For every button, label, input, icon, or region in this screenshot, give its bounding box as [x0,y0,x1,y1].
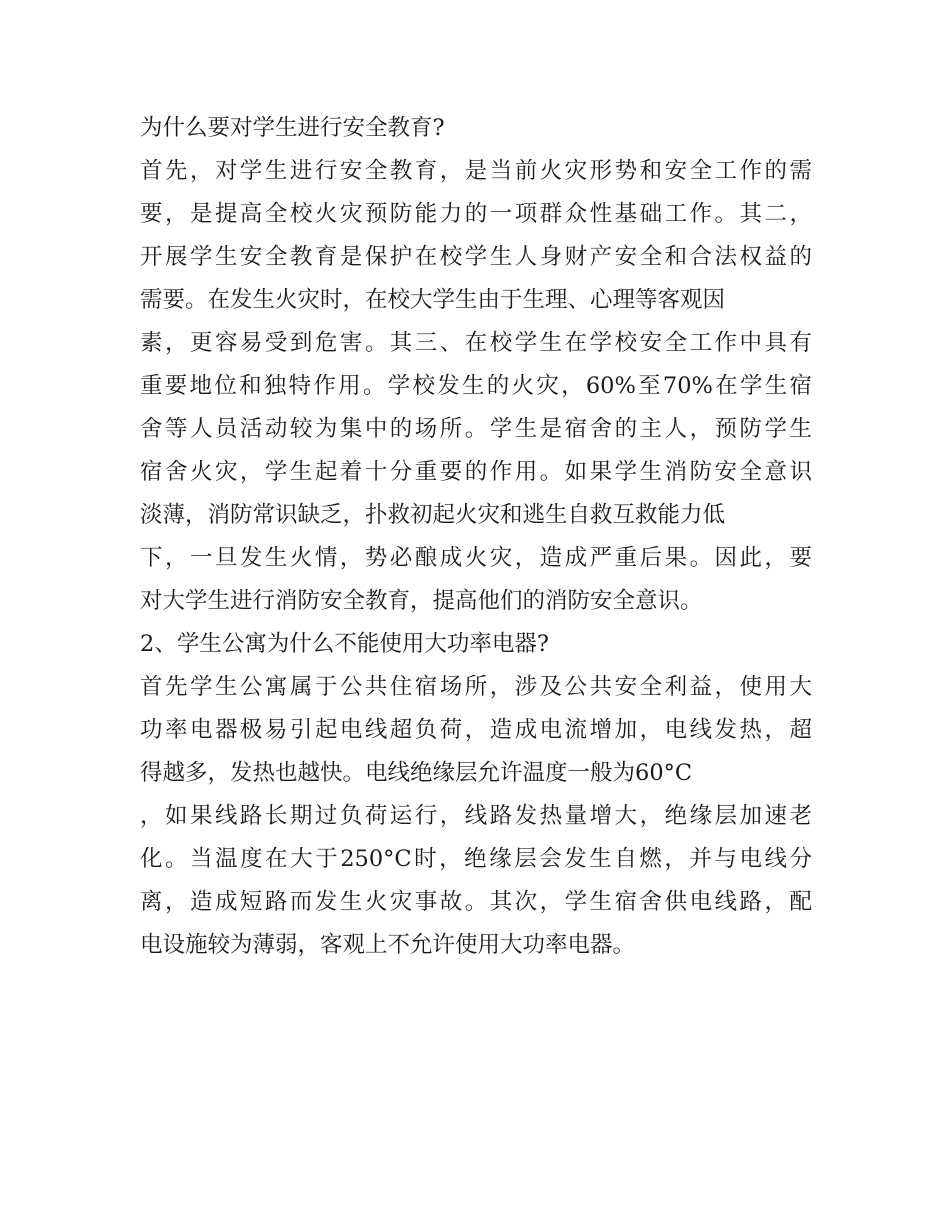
text-line: 首先，对学生进行安全教育，是当前火灾形势和安全工作的需 [140,158,812,184]
text-line: 电设施较为薄弱，客观上不允许使用大功率电器。 [140,932,636,958]
text-line: 2、学生公寓为什么不能使用大功率电器? [140,631,549,657]
document-body [140,107,812,967]
text-line: 得越多，发热也越快。电线绝缘层允许温度一般为60°C [140,760,693,786]
text-line: 素，更容易受到危害。其三、在校学生在学校安全工作中具有 [140,330,812,356]
text-line: 淡薄，消防常识缺乏，扑救初起火灾和逃生自救互救能力低 [140,502,726,528]
text-line: 下，一旦发生火情，势必酿成火灾，造成严重后果。因此，要 [140,545,812,571]
text-line: 宿舍火灾，学生起着十分重要的作用。如果学生消防安全意识 [140,459,812,485]
text-line: 离，造成短路而发生火灾事故。其次，学生宿舍供电线路，配 [140,889,812,915]
text-line: 舍等人员活动较为集中的场所。学生是宿舍的主人，预防学生 [140,416,812,442]
text-line: 开展学生安全教育是保护在校学生人身财产安全和合法权益的 [140,244,812,270]
text-line: 为什么要对学生进行安全教育? [140,115,445,141]
text-line: 对大学生进行消防安全教育，提高他们的消防安全意识。 [140,588,703,614]
text-line: 首先学生公寓属于公共住宿场所，涉及公共安全利益，使用大 [140,674,812,700]
text-line: ，如果线路长期过负荷运行，线路发热量增大，绝缘层加速老 [140,803,812,829]
text-line: 需要。在发生火灾时，在校大学生由于生理、心理等客观因 [140,287,726,313]
text-line: 重要地位和独特作用。学校发生的火灾，60%至70%在学生宿 [140,373,812,399]
text-line: 化。当温度在大于250°C时，绝缘层会发生自燃，并与电线分 [140,846,812,872]
text-line: 功率电器极易引起电线超负荷，造成电流增加，电线发热，超 [140,717,812,743]
text-line: 要，是提高全校火灾预防能力的一项群众性基础工作。其二， [140,201,812,227]
